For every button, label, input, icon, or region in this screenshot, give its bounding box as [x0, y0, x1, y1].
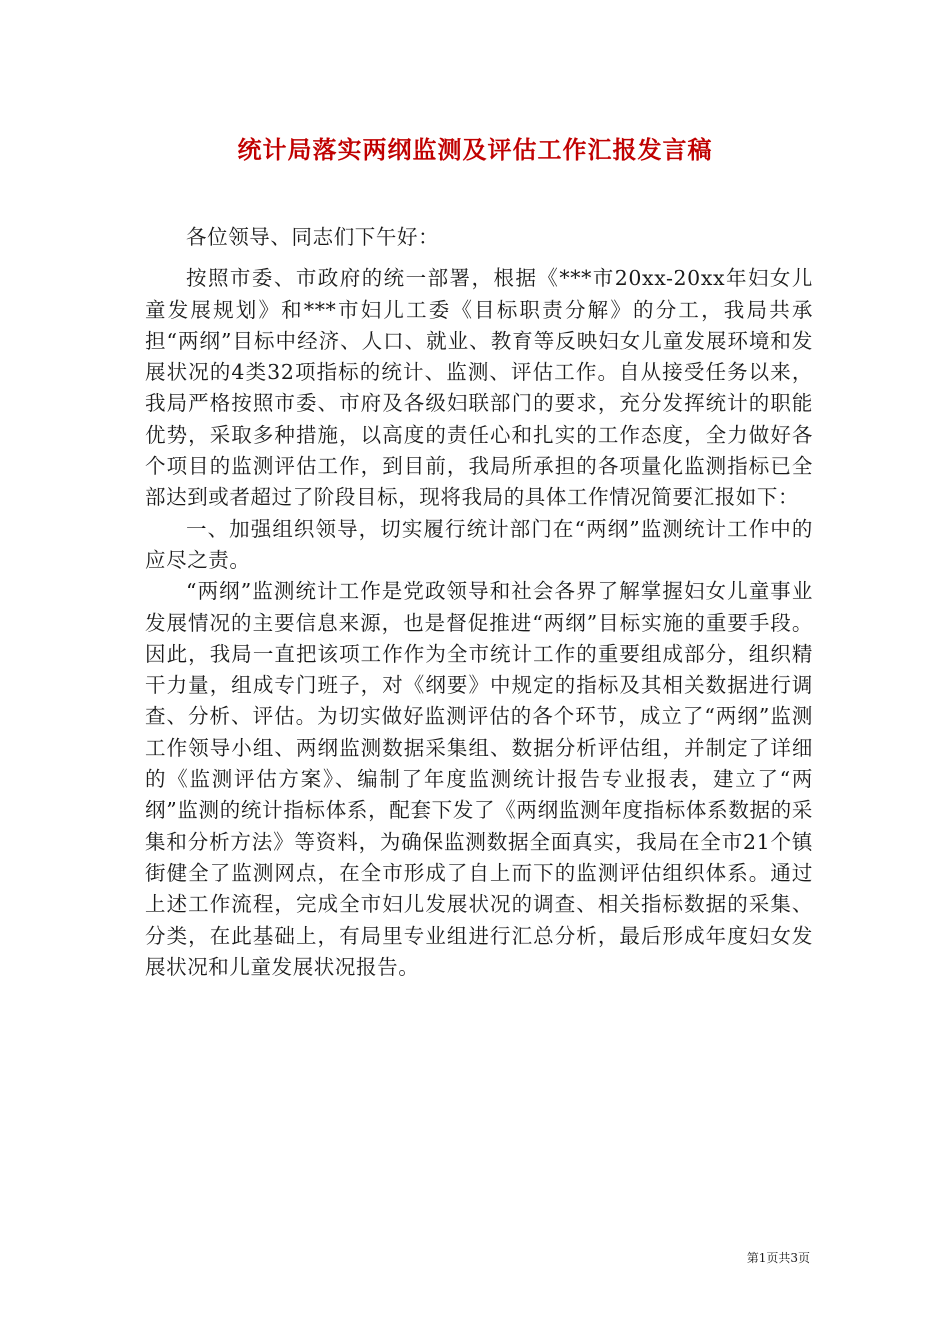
section-heading-1: 一、加强组织领导，切实履行统计部门在“两纲”监测统计工作中的应尽之责。 — [145, 516, 813, 572]
greeting-paragraph: 各位领导、同志们下午好： — [186, 225, 440, 249]
document-title: 统计局落实两纲监测及评估工作汇报发言稿 — [237, 135, 713, 164]
page-number: 第1页共3页 — [746, 1251, 810, 1265]
document-body — [145, 222, 813, 983]
intro-paragraph: 按照市委、市政府的统一部署，根据《***市20xx-20xx年妇女儿童发展规划》和***市妇儿工委《目标职责分解》的分工，我局共承担“两纲”目标中经济、人口、就业、教育等反映妇女儿童发展环境和发展状况的4类32项指标的统计、监测、评估工作。自从接受任务以来，我局严格按照市委、市府及各级妇联部门的要求，充分发挥统计的职能优势，采取多种措施，以高度的责任心和扎实的工作态度，全力做好各个项目的监测评估工作，到目前，我局所承担的各项量化监测指标已全部达到或者超过了阶段目标，现将我局的具体工作情况简要汇报如下： — [145, 266, 813, 510]
section-paragraph-1: “两纲”监测统计工作是党政领导和社会各界了解掌握妇女儿童事业发展情况的主要信息来源，也是督促推进“两纲”目标实施的重要手段。因此，我局一直把该项工作作为全市统计工作的重要组成部分，组织精干力量，组成专门班子，对《纲要》中规定的指标及其相关数据进行调查、分析、评估。为切实做好监测评估的各个环节，成立了“两纲”监测工作领导小组、两纲监测数据采集组、数据分析评估组，并制定了详细的《监测评估方案》、编制了年度监测统计报告专业报表，建立了“两纲”监测的统计指标体系，配套下发了《两纲监测年度指标体系数据的采集和分析方法》等资料，为确保监测数据全面真实，我局在全市21个镇街健全了监测网点，在全市形成了自上而下的监测评估组织体系。通过上述工作流程，完成全市妇儿发展状况的调查、相关指标数据的采集、分类，在此基础上，有局里专业组进行汇总分析，最后形成年度妇女发展状况和儿童发展状况报告。 — [145, 579, 813, 979]
